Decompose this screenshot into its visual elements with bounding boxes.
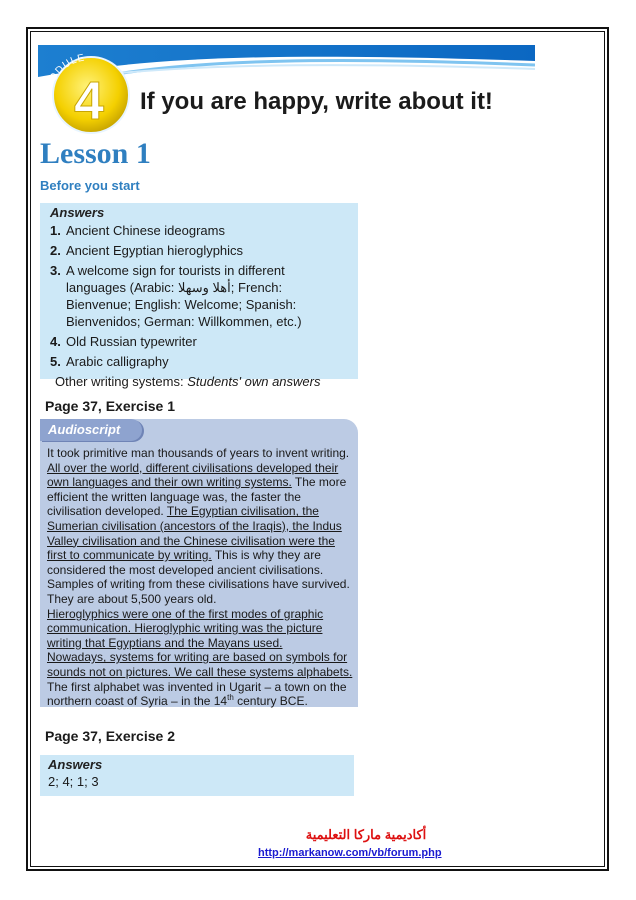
exercise2-heading: Page 37, Exercise 2 (45, 728, 175, 744)
answer-text: Ancient Egyptian hieroglyphics (66, 243, 244, 258)
other-value: Students' own answers (187, 374, 321, 389)
footer-arabic-text: أكاديمية ماركا التعليمية (305, 827, 427, 842)
answers-box-1 (40, 203, 358, 389)
answers-list (50, 222, 348, 370)
underlined-span: Nowadays, systems for writing are based on symbols for sounds not on pictures. We call these systems alphabets. (47, 650, 353, 679)
answer-text: A welcome sign for tourists in different languages (Arabic: أهلا وسهلا; French: Bienvenue; English: Welcome; Spanish: Bienvenidos; German: Willkommen, etc.) (66, 263, 302, 329)
text-span: This is why they are considered the most developed ancient civilisations. Samples of writing from these civilisations have survived. They are about 5,500 years old. (47, 548, 350, 606)
exercise1-heading: Page 37, Exercise 1 (45, 398, 175, 414)
answers-values: 2; 4; 1; 3 (48, 774, 99, 789)
other-label: Other writing systems: (55, 374, 188, 389)
module-badge (39, 49, 133, 135)
answer-item (50, 333, 348, 350)
answer-number: 4. (50, 334, 61, 349)
lesson-title: Lesson 1 (40, 137, 151, 170)
other-writing-systems (50, 373, 348, 390)
answer-text: Old Russian typewriter (66, 334, 197, 349)
underlined-span: All over the world, different civilisations developed their own languages and their own writing systems. (47, 460, 339, 490)
answer-number: 1. (50, 223, 61, 238)
audioscript-paragraph-3 (47, 650, 355, 679)
answer-item (50, 353, 348, 370)
audioscript-tab (40, 419, 142, 441)
audioscript-label: Audioscript (48, 422, 121, 437)
answers-box-title: Answers (48, 757, 103, 772)
footer-arabic (0, 827, 636, 843)
badge-module-word: MODULE (43, 52, 87, 92)
audioscript-paragraph-1 (47, 446, 355, 607)
before-you-start-heading: Before you start (40, 178, 140, 193)
answer-item (50, 242, 348, 259)
underlined-span: The Egyptian civilisation, the Sumerian civilisation (ancestors of the Iraqis), the Indus Valley civilisation and the Chinese civilisation were the first to communicate by writing. (47, 504, 342, 563)
text-span: The more efficient the written language was, the faster the civilisation developed. (47, 475, 347, 519)
text-span: century BCE. (233, 694, 308, 709)
answer-number: 3. (50, 263, 61, 278)
audioscript-paragraph-4 (47, 680, 355, 709)
answer-text: Ancient Chinese ideograms (66, 223, 225, 238)
underlined-span: Hieroglyphics were one of the first modes of graphic communication. Hieroglyphic writing was the picture writing that Egyptians and the Mayans used. (47, 606, 324, 650)
audioscript-text (47, 446, 355, 709)
audioscript-paragraph-2 (47, 607, 355, 651)
footer-link[interactable]: http://markanow.com/vb/forum.php (258, 847, 442, 859)
answers-box-title: Answers (50, 205, 105, 220)
module-title: If you are happy, write about it! (140, 88, 493, 115)
module-number: 4 (73, 71, 105, 131)
answer-text: Arabic calligraphy (66, 354, 169, 369)
answer-item (50, 222, 348, 239)
answer-item (50, 262, 348, 330)
text-span: The first alphabet was invented in Ugarit – a town on the northern coast of Syria – in the 14 (47, 679, 347, 709)
superscript: th (227, 693, 234, 703)
answer-number: 2. (50, 243, 61, 258)
text-span: It took primitive man thousands of years to invent writing. (47, 446, 350, 460)
audioscript-box (40, 419, 358, 707)
answer-number: 5. (50, 354, 61, 369)
answers-box-2 (40, 755, 354, 796)
